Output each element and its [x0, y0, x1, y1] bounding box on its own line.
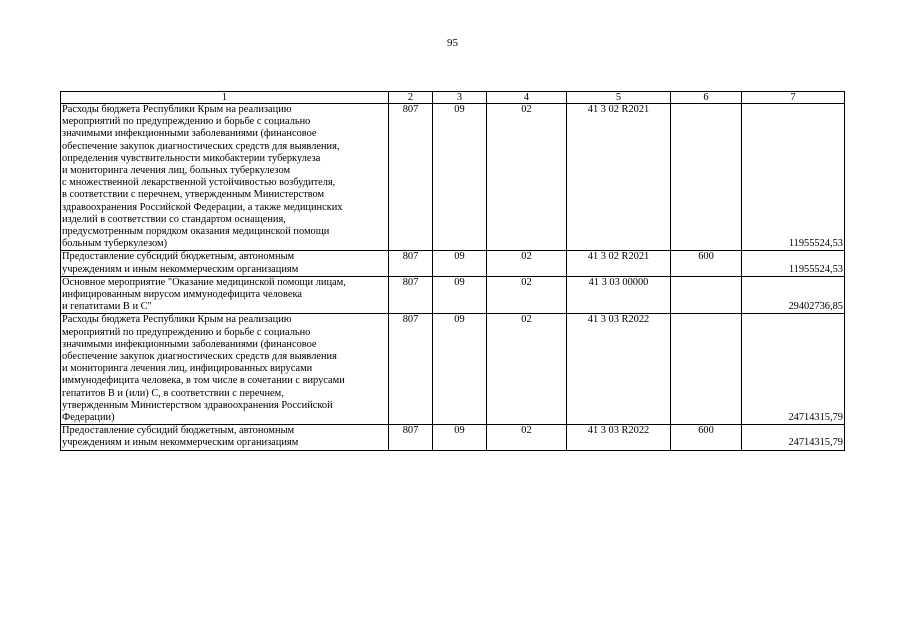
section-code: 09 — [433, 425, 487, 450]
description-line: учреждениям и иным некоммерческим организациям — [62, 437, 299, 449]
expense-type-code — [671, 104, 742, 251]
description-line: инфицированным вирусом иммунодефицита человека — [62, 289, 302, 301]
description-line: Основное мероприятие "Оказание медицинской помощи лицам, — [62, 276, 346, 288]
table-header-row — [61, 92, 845, 104]
row-description — [61, 425, 389, 450]
table-row — [61, 104, 845, 251]
row-description — [61, 314, 389, 425]
expense-type-code — [671, 276, 742, 314]
column-header: 7 — [742, 92, 845, 104]
column-header: 6 — [671, 92, 742, 104]
expense-type-code: 600 — [671, 251, 742, 276]
description-line: в соответствии с перечнем, утвержденным Министерством — [62, 189, 325, 201]
description-line: мероприятий по предупреждению и борьбе с социально — [62, 326, 311, 338]
subsection-code: 02 — [487, 104, 567, 251]
description-line: Расходы бюджета Республики Крым на реализацию — [62, 314, 292, 326]
column-header: 2 — [389, 92, 433, 104]
row-description — [61, 104, 389, 251]
description-line: и мониторинга лечения лиц, инфицированных вирусами — [62, 363, 313, 375]
description-line: предусмотренным порядком оказания медицинской помощи — [62, 226, 330, 238]
target-article-code: 41 3 02 R2021 — [567, 104, 671, 251]
section-code: 09 — [433, 251, 487, 276]
amount: 24714315,79 — [742, 314, 845, 425]
description-line: утвержденным Министерством здравоохранения Российской — [62, 399, 333, 411]
description-line: обеспечение закупок диагностических средств для выявления, — [62, 140, 340, 152]
description-line: Предоставление субсидий бюджетным, автономным — [62, 251, 295, 263]
subsection-code: 02 — [487, 251, 567, 276]
table-row — [61, 314, 845, 425]
section-code: 09 — [433, 104, 487, 251]
column-header: 1 — [61, 92, 389, 104]
table-body — [61, 104, 845, 451]
amount: 29402736,85 — [742, 276, 845, 314]
amount: 11955524,53 — [742, 104, 845, 251]
table-row — [61, 251, 845, 276]
table-row — [61, 425, 845, 450]
description-line: изделий в соответствии со стандартом оснащения, — [62, 213, 286, 225]
ministry-code: 807 — [389, 276, 433, 314]
amount: 11955524,53 — [742, 251, 845, 276]
expense-type-code — [671, 314, 742, 425]
table-row — [61, 276, 845, 314]
row-description — [61, 276, 389, 314]
target-article-code: 41 3 02 R2021 — [567, 251, 671, 276]
subsection-code: 02 — [487, 314, 567, 425]
description-line: определения чувствительности микобактерии туберкулеза — [62, 152, 321, 164]
expense-type-code: 600 — [671, 425, 742, 450]
description-line: и мониторинга лечения лиц, больных туберкулезом — [62, 165, 291, 177]
ministry-code: 807 — [389, 314, 433, 425]
description-line: значимыми инфекционными заболеваниями (финансовое — [62, 338, 317, 350]
description-line: больным туберкулезом) — [62, 238, 168, 250]
subsection-code: 02 — [487, 425, 567, 450]
page-number: 95 — [447, 37, 458, 49]
description-line: Расходы бюджета Республики Крым на реализацию — [62, 104, 292, 115]
target-article-code: 41 3 03 R2022 — [567, 314, 671, 425]
column-header: 5 — [567, 92, 671, 104]
section-code: 09 — [433, 314, 487, 425]
column-header: 3 — [433, 92, 487, 104]
description-line: учреждениям и иным некоммерческим организациям — [62, 263, 299, 275]
subsection-code: 02 — [487, 276, 567, 314]
description-line: мероприятий по предупреждению и борьбе с социально — [62, 116, 311, 128]
description-line: значимыми инфекционными заболеваниями (финансовое — [62, 128, 317, 140]
description-line: иммунодефицита человека, в том числе в сочетании с вирусами — [62, 375, 345, 387]
description-line: обеспечение закупок диагностических средств для выявления — [62, 351, 337, 363]
ministry-code: 807 — [389, 425, 433, 450]
description-line: Федерации) — [62, 412, 115, 424]
description-line: и гепатитами B и C" — [62, 301, 152, 313]
description-line: Предоставление субсидий бюджетным, автономным — [62, 425, 295, 437]
ministry-code: 807 — [389, 251, 433, 276]
description-line: здравоохранения Российской Федерации, а также медицинских — [62, 201, 343, 213]
column-header: 4 — [487, 92, 567, 104]
description-line: гепатитов B и (или) C, в соответствии с перечнем, — [62, 387, 284, 399]
description-line: с множественной лекарственной устойчивостью возбудителя, — [62, 177, 336, 189]
ministry-code: 807 — [389, 104, 433, 251]
target-article-code: 41 3 03 R2022 — [567, 425, 671, 450]
budget-table — [60, 91, 845, 451]
target-article-code: 41 3 03 00000 — [567, 276, 671, 314]
amount: 24714315,79 — [742, 425, 845, 450]
section-code: 09 — [433, 276, 487, 314]
row-description — [61, 251, 389, 276]
